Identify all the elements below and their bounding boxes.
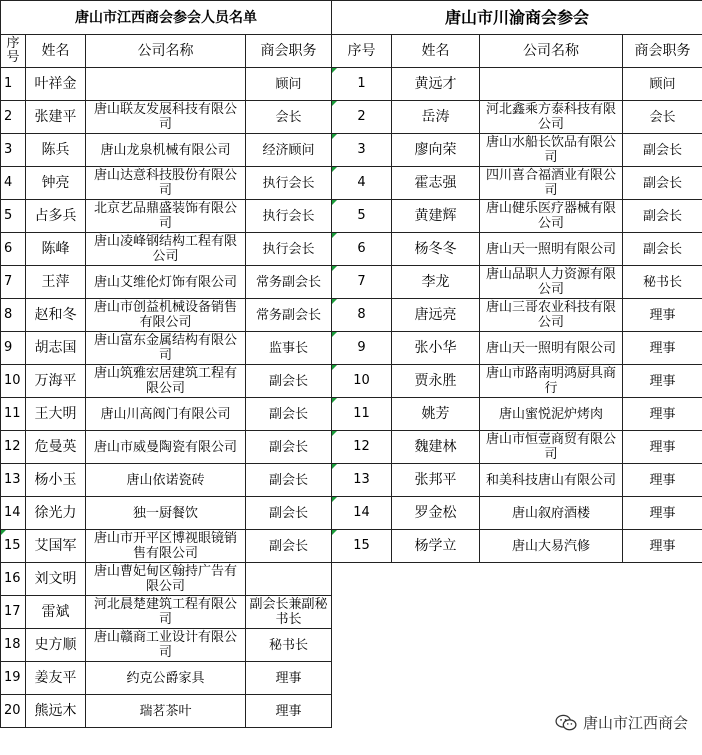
row-company: 唐山水船长饮品有限公司 (480, 134, 623, 167)
row-position: 理事 (246, 662, 332, 695)
row-name: 罗金松 (392, 497, 480, 530)
row-company: 唐山市恒壹商贸有限公司 (480, 431, 623, 464)
row-position: 理事 (623, 398, 702, 431)
row-seq: 12 (1, 431, 26, 464)
row-company (480, 68, 623, 101)
row-company: 唐山市创益机械设备销售有限公司 (86, 299, 246, 332)
row-name: 王大明 (26, 398, 86, 431)
row-seq: 9 (1, 332, 26, 365)
row-company: 唐山叙府酒楼 (480, 497, 623, 530)
table-row (1, 629, 332, 662)
right-table-title: 唐山市川渝商会参会 (332, 1, 702, 35)
table-row (1, 530, 332, 563)
row-seq: 20 (1, 695, 26, 728)
row-seq: 19 (1, 662, 26, 695)
table-row (332, 497, 702, 530)
row-name: 胡志国 (26, 332, 86, 365)
left-header-company: 公司名称 (86, 35, 246, 68)
row-position: 副会长 (246, 398, 332, 431)
row-position: 理事 (623, 299, 702, 332)
row-position: 常务副会长 (246, 299, 332, 332)
row-name: 霍志强 (392, 167, 480, 200)
row-seq: 14 (332, 497, 392, 530)
table-row (1, 167, 332, 200)
right-header-position: 商会职务 (623, 35, 702, 68)
row-name: 黄远才 (392, 68, 480, 101)
table-row (1, 299, 332, 332)
row-position: 理事 (623, 365, 702, 398)
row-position: 副会长 (246, 530, 332, 563)
row-position: 秘书长 (623, 266, 702, 299)
row-seq: 8 (332, 299, 392, 332)
row-seq: 10 (1, 365, 26, 398)
row-company: 唐山蜜悦泥炉烤肉 (480, 398, 623, 431)
row-seq: 15 (1, 530, 26, 563)
row-name: 陈兵 (26, 134, 86, 167)
row-position: 执行会长 (246, 167, 332, 200)
row-name: 张小华 (392, 332, 480, 365)
row-name: 占多兵 (26, 200, 86, 233)
row-position: 会长 (623, 101, 702, 134)
row-name: 唐远亮 (392, 299, 480, 332)
row-position: 副会长 (246, 464, 332, 497)
table-row (1, 101, 332, 134)
row-position: 顾问 (623, 68, 702, 101)
row-company: 唐山市威曼陶瓷有限公司 (86, 431, 246, 464)
watermark-text: 唐山市江西商会 (582, 714, 688, 732)
row-company: 唐山健乐医疗器械有限公司 (480, 200, 623, 233)
row-position (246, 563, 332, 596)
row-name: 杨冬冬 (392, 233, 480, 266)
row-seq: 9 (332, 332, 392, 365)
row-seq: 13 (1, 464, 26, 497)
row-company: 唐山天一照明有限公司 (480, 233, 623, 266)
table-row (332, 365, 702, 398)
table-row (1, 332, 332, 365)
table-row (332, 134, 702, 167)
row-company: 瑞茗茶叶 (86, 695, 246, 728)
row-position: 常务副会长 (246, 266, 332, 299)
row-company: 四川喜合福酒业有限公司 (480, 167, 623, 200)
row-seq: 1 (1, 68, 26, 101)
row-company: 唐山艾维伦灯饰有限公司 (86, 266, 246, 299)
table-row (1, 563, 332, 596)
row-seq: 3 (1, 134, 26, 167)
left-header-seq: 序 号 (1, 35, 26, 68)
table-row (1, 497, 332, 530)
row-company: 独一厨餐饮 (86, 497, 246, 530)
row-name: 姚芳 (392, 398, 480, 431)
table-row (332, 266, 702, 299)
table-row (1, 233, 332, 266)
row-name: 贾永胜 (392, 365, 480, 398)
table-row (1, 662, 332, 695)
row-seq: 8 (1, 299, 26, 332)
row-position: 顾问 (246, 68, 332, 101)
table-row (332, 200, 702, 233)
row-name: 危曼英 (26, 431, 86, 464)
row-company: 唐山富东金属结构有限公司 (86, 332, 246, 365)
table-row (1, 464, 332, 497)
table-row (332, 398, 702, 431)
row-position: 理事 (246, 695, 332, 728)
row-seq: 11 (332, 398, 392, 431)
table-row (1, 365, 332, 398)
row-name: 杨小玉 (26, 464, 86, 497)
row-seq: 7 (1, 266, 26, 299)
row-name: 张邦平 (392, 464, 480, 497)
table-row (332, 68, 702, 101)
row-seq: 17 (1, 596, 26, 629)
row-name: 艾国军 (26, 530, 86, 563)
table-row (1, 68, 332, 101)
row-seq: 18 (1, 629, 26, 662)
row-seq: 4 (332, 167, 392, 200)
row-seq: 5 (1, 200, 26, 233)
table-row (332, 464, 702, 497)
watermark (555, 712, 688, 733)
table-row (1, 266, 332, 299)
row-seq: 2 (332, 101, 392, 134)
row-position: 副会长 (246, 365, 332, 398)
row-company: 唐山联友发展科技有限公司 (86, 101, 246, 134)
table-row (332, 530, 702, 563)
row-seq: 3 (332, 134, 392, 167)
row-company: 唐山市开平区博视眼镜销售有限公司 (86, 530, 246, 563)
row-position: 理事 (623, 332, 702, 365)
row-position: 副会长 (623, 200, 702, 233)
row-seq: 6 (332, 233, 392, 266)
row-name: 万海平 (26, 365, 86, 398)
row-seq: 11 (1, 398, 26, 431)
table-row (1, 134, 332, 167)
row-position: 副会长 (623, 134, 702, 167)
row-position: 理事 (623, 497, 702, 530)
row-company: 和美科技唐山有限公司 (480, 464, 623, 497)
row-name: 张建平 (26, 101, 86, 134)
table-row (332, 299, 702, 332)
table-row (332, 332, 702, 365)
row-company: 唐山三哥农业科技有限公司 (480, 299, 623, 332)
row-seq: 2 (1, 101, 26, 134)
row-company: 唐山依诺瓷砖 (86, 464, 246, 497)
row-company: 唐山筑雅宏居建筑工程有限公司 (86, 365, 246, 398)
row-company: 唐山赣商工业设计有限公司 (86, 629, 246, 662)
row-seq: 4 (1, 167, 26, 200)
row-position: 副会长 (246, 431, 332, 464)
row-position: 经济顾问 (246, 134, 332, 167)
row-position: 副会长 (246, 497, 332, 530)
row-position: 副会长 (623, 233, 702, 266)
right-header-name: 姓名 (392, 35, 480, 68)
row-position: 理事 (623, 464, 702, 497)
row-name: 徐光力 (26, 497, 86, 530)
row-company: 唐山曹妃甸区翰持广告有限公司 (86, 563, 246, 596)
row-seq: 12 (332, 431, 392, 464)
row-name: 陈峰 (26, 233, 86, 266)
table-row (332, 167, 702, 200)
chuanyu-chamber-table (331, 0, 702, 563)
row-company: 唐山凌峰钢结构工程有限公司 (86, 233, 246, 266)
row-company (86, 68, 246, 101)
table-row (332, 233, 702, 266)
row-position: 理事 (623, 530, 702, 563)
row-name: 姜友平 (26, 662, 86, 695)
row-name: 钟亮 (26, 167, 86, 200)
right-header-company: 公司名称 (480, 35, 623, 68)
row-position: 副会长 (623, 167, 702, 200)
row-position: 理事 (623, 431, 702, 464)
table-row (1, 695, 332, 728)
table-row (332, 101, 702, 134)
row-name: 黄建辉 (392, 200, 480, 233)
row-name: 岳涛 (392, 101, 480, 134)
row-seq: 15 (332, 530, 392, 563)
table-row (1, 200, 332, 233)
row-seq: 10 (332, 365, 392, 398)
row-name: 廖向荣 (392, 134, 480, 167)
row-name: 赵和冬 (26, 299, 86, 332)
row-company: 唐山市路南明鸿厨具商行 (480, 365, 623, 398)
row-company: 唐山达意科技股份有限公司 (86, 167, 246, 200)
row-position: 会长 (246, 101, 332, 134)
row-company: 唐山龙泉机械有限公司 (86, 134, 246, 167)
row-position: 执行会长 (246, 233, 332, 266)
row-seq: 6 (1, 233, 26, 266)
row-seq: 13 (332, 464, 392, 497)
row-name: 魏建林 (392, 431, 480, 464)
jiangxi-chamber-table (0, 0, 332, 728)
left-header-name: 姓名 (26, 35, 86, 68)
row-company: 北京艺品鼎盛装饰有限公司 (86, 200, 246, 233)
row-company: 唐山品职人力资源有限公司 (480, 266, 623, 299)
left-header-position: 商会职务 (246, 35, 332, 68)
row-seq: 5 (332, 200, 392, 233)
right-header-seq: 序号 (332, 35, 392, 68)
table-row (332, 431, 702, 464)
row-position: 执行会长 (246, 200, 332, 233)
row-company: 约克公爵家具 (86, 662, 246, 695)
row-name: 李龙 (392, 266, 480, 299)
row-position: 副会长兼副秘书长 (246, 596, 332, 629)
table-row (1, 596, 332, 629)
left-table-title: 唐山市江西商会参会人员名单 (1, 1, 332, 35)
row-name: 杨学立 (392, 530, 480, 563)
row-seq: 16 (1, 563, 26, 596)
row-name: 雷斌 (26, 596, 86, 629)
row-name: 史方顺 (26, 629, 86, 662)
row-company: 河北晨楚建筑工程有限公司 (86, 596, 246, 629)
row-position: 秘书长 (246, 629, 332, 662)
row-company: 唐山大易汽修 (480, 530, 623, 563)
table-row (1, 431, 332, 464)
row-company: 唐山天一照明有限公司 (480, 332, 623, 365)
row-company: 唐山川高阀门有限公司 (86, 398, 246, 431)
wechat-icon (555, 714, 577, 732)
row-name: 叶祥金 (26, 68, 86, 101)
row-company: 河北鑫乘方泰科技有限公司 (480, 101, 623, 134)
row-name: 刘文明 (26, 563, 86, 596)
row-seq: 7 (332, 266, 392, 299)
row-seq: 1 (332, 68, 392, 101)
table-row (1, 398, 332, 431)
row-seq: 14 (1, 497, 26, 530)
row-name: 王萍 (26, 266, 86, 299)
row-position: 监事长 (246, 332, 332, 365)
row-name: 熊远木 (26, 695, 86, 728)
